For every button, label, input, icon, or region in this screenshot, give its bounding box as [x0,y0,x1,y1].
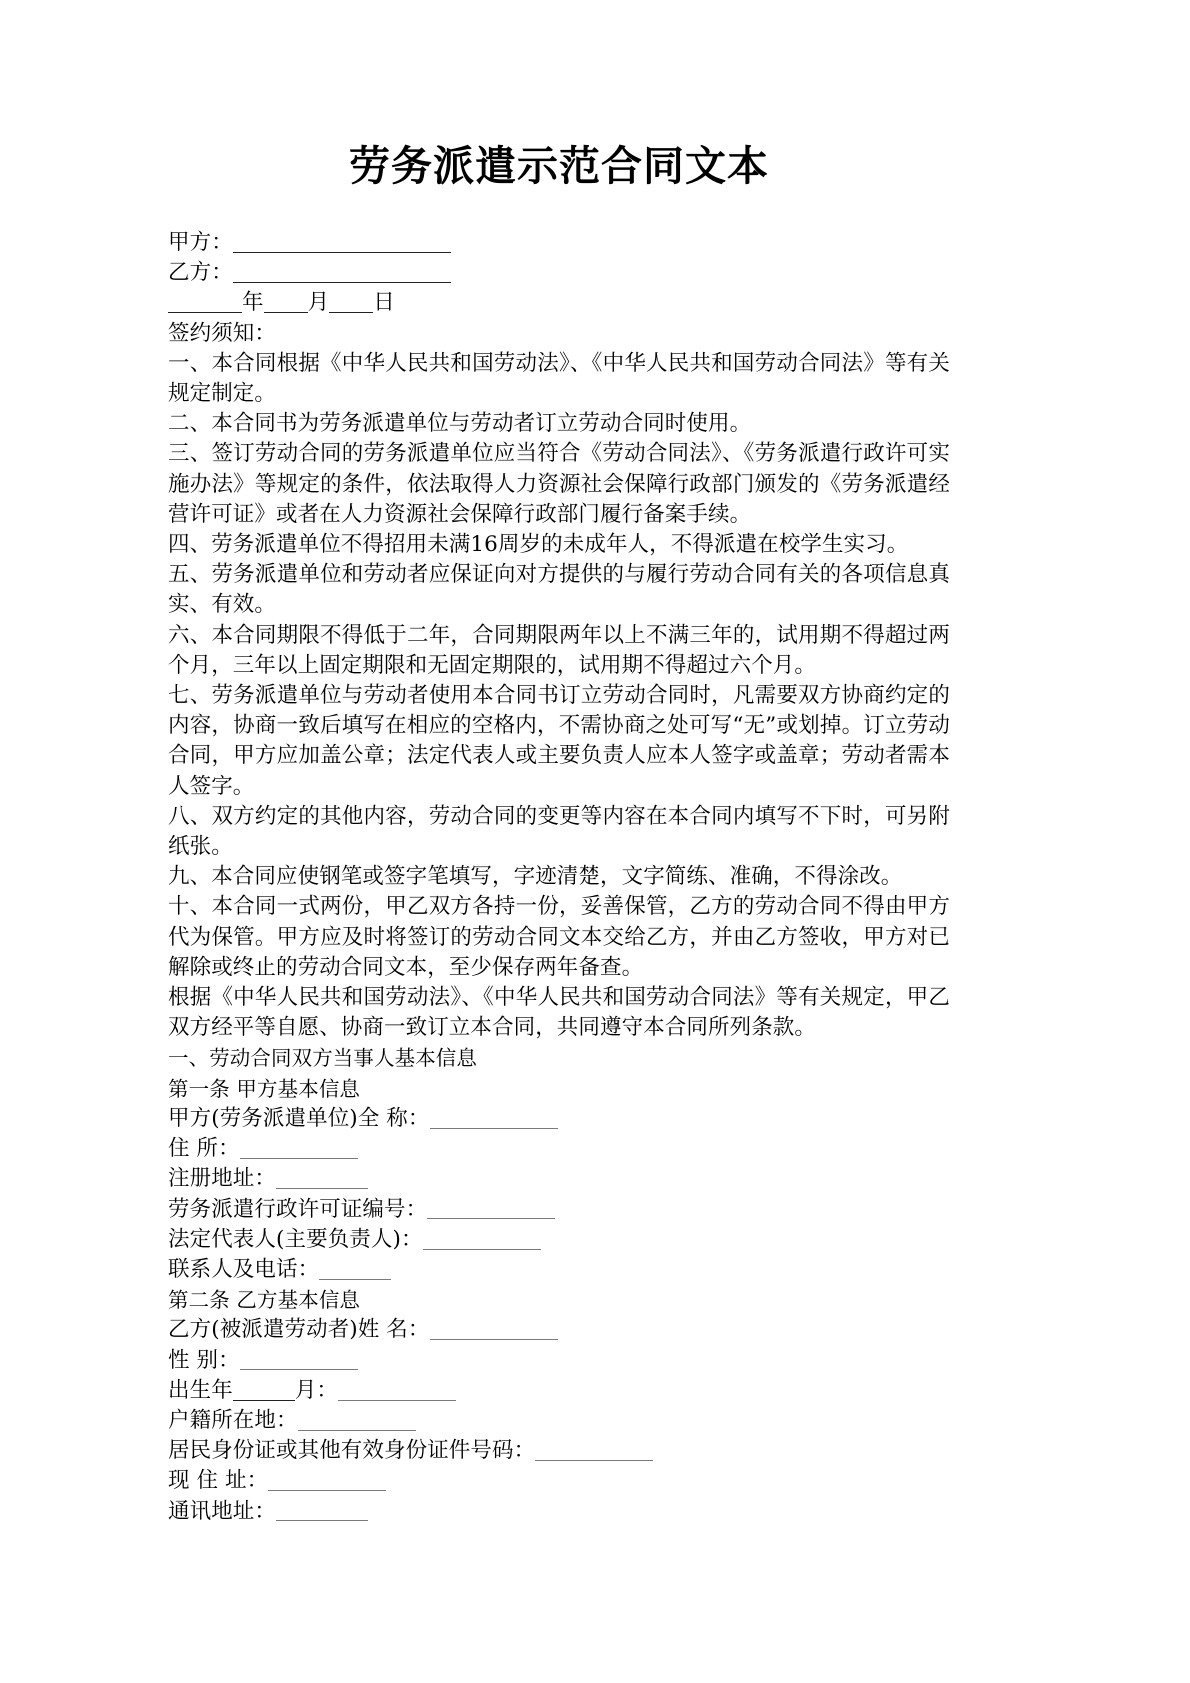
field-label: 乙方(被派遣劳动者)姓 名： [168,1317,430,1343]
article-one-heading: 第一条 甲方基本信息 [168,1076,361,1101]
field-blank[interactable] [276,1168,368,1189]
notice-clause: 一、本合同根据《中华人民共和国劳动法》、《中华人民共和国劳动合同法》等有关规定制定。 [168,350,950,407]
date-year-blank[interactable] [168,292,242,313]
field-party-a-registered-address [168,1164,950,1194]
notice-clause: 九、本合同应使钢笔或签字笔填写，字迹清楚，文字简练、准确，不得涂改。 [168,864,903,890]
field-dispatch-license-number [168,1195,950,1225]
date-day-blank[interactable] [329,292,373,313]
field-party-b-birth-date [168,1376,950,1406]
section-one-heading: 一、劳动合同双方当事人基本信息 [168,1046,477,1071]
field-blank[interactable] [298,1409,416,1430]
field-blank[interactable] [427,1198,555,1219]
field-party-b-mailing-address [168,1497,950,1527]
party-b-signature-line [168,258,950,288]
party-a-label: 甲方： [168,230,233,255]
field-blank[interactable] [240,1138,358,1159]
party-b-label: 乙方： [168,260,233,286]
page-title: 劳务派遣示范合同文本 [349,142,769,190]
notice-clause: 四、劳务派遣单位不得招用未满16周岁的未成年人，不得派遣在校学生实习。 [168,532,909,558]
notice-heading: 签约须知： [168,320,277,346]
field-label: 户籍所在地： [168,1407,298,1433]
signature-date-line [168,288,950,318]
field-label: 注册地址： [168,1166,277,1192]
field-party-a-full-name [168,1104,950,1134]
field-label: 性 别： [168,1347,240,1373]
field-blank[interactable] [268,1470,386,1491]
field-blank[interactable] [276,1500,368,1521]
field-blank[interactable] [430,1319,558,1340]
field-label: 劳务派遣行政许可证编号： [168,1196,428,1222]
date-year-label: 年 [242,290,264,316]
field-label: 住 所： [168,1136,240,1162]
notice-clause: 七、劳务派遣单位与劳动者使用本合同书订立劳动合同时，凡需要双方协商约定的内容，协商一致后填写在相应的空格内，不需协商之处可写“无”或划掉。订立劳动合同，甲方应加盖公章；法定代表人或主要负责人应本人签字或盖章；劳动者需本人签字。 [168,683,950,799]
notice-clause: 六、本合同期限不得低于二年，合同期限两年以上不满三年的，试用期不得超过两个月，三年以上固定期限和无固定期限的，试用期不得超过六个月。 [168,622,950,678]
notice-clause: 十、本合同一式两份，甲乙双方各持一份，妥善保管，乙方的劳动合同不得由甲方代为保管。甲方应及时将签订的劳动合同文本交给乙方，并由乙方签收，甲方对已解除或终止的劳动合同文本，至少保存两年备查。 [168,894,950,980]
field-label: 通讯地址： [168,1498,277,1524]
party-a-blank[interactable] [233,231,451,252]
notice-clause: 八、双方约定的其他内容，劳动合同的变更等内容在本合同内填写不下时，可另附纸张。 [168,803,950,860]
field-contact-and-phone [168,1255,950,1285]
notice-clause: 五、劳务派遣单位和劳动者应保证向对方提供的与履行劳动合同有关的各项信息真实、有效。 [168,562,950,618]
field-party-b-household-location [168,1406,950,1436]
field-label: 甲方(劳务派遣单位)全 称： [168,1105,430,1131]
article-two-heading: 第二条 乙方基本信息 [168,1288,361,1313]
document-content [168,138,950,1527]
preamble-paragraph: 根据《中华人民共和国劳动法》、《中华人民共和国劳动合同法》等有关规定，甲乙双方经平等自愿、协商一致订立本合同，共同遵守本合同所列条款。 [168,985,950,1041]
date-day-label: 日 [373,290,395,316]
date-month-label: 月 [307,290,330,316]
field-party-b-id-number [168,1436,950,1466]
field-party-a-residence [168,1134,950,1164]
party-a-signature-line [168,228,950,258]
birth-middle-label: 月： [294,1377,339,1403]
field-party-b-current-address [168,1466,950,1496]
date-month-blank[interactable] [264,292,308,313]
field-legal-representative [168,1225,950,1255]
field-blank[interactable] [535,1440,653,1461]
birth-prefix-label: 出生年 [168,1377,233,1403]
notice-clause: 二、本合同书为劳务派遣单位与劳动者订立劳动合同时使用。 [168,411,752,437]
field-blank[interactable] [430,1107,558,1128]
field-label: 居民身份证或其他有效身份证件号码： [168,1438,536,1464]
field-label: 现 住 址： [168,1468,269,1494]
birth-year-blank[interactable] [233,1379,295,1400]
field-party-b-gender [168,1346,950,1376]
birth-month-blank[interactable] [338,1379,456,1400]
field-label: 法定代表人(主要负责人)： [168,1226,423,1252]
field-blank[interactable] [319,1258,391,1279]
notice-clause: 三、签订劳动合同的劳务派遣单位应当符合《劳动合同法》、《劳务派遣行政许可实施办法》等规定的条件，依法取得人力资源社会保障行政部门颁发的《劳务派遣经营许可证》或者在人力资源社会保障行政部门履行备案手续。 [168,441,950,527]
field-label: 联系人及电话： [168,1256,320,1282]
field-blank[interactable] [240,1349,358,1370]
field-party-b-name [168,1315,950,1345]
field-blank[interactable] [423,1228,541,1249]
party-b-blank[interactable] [233,262,451,283]
